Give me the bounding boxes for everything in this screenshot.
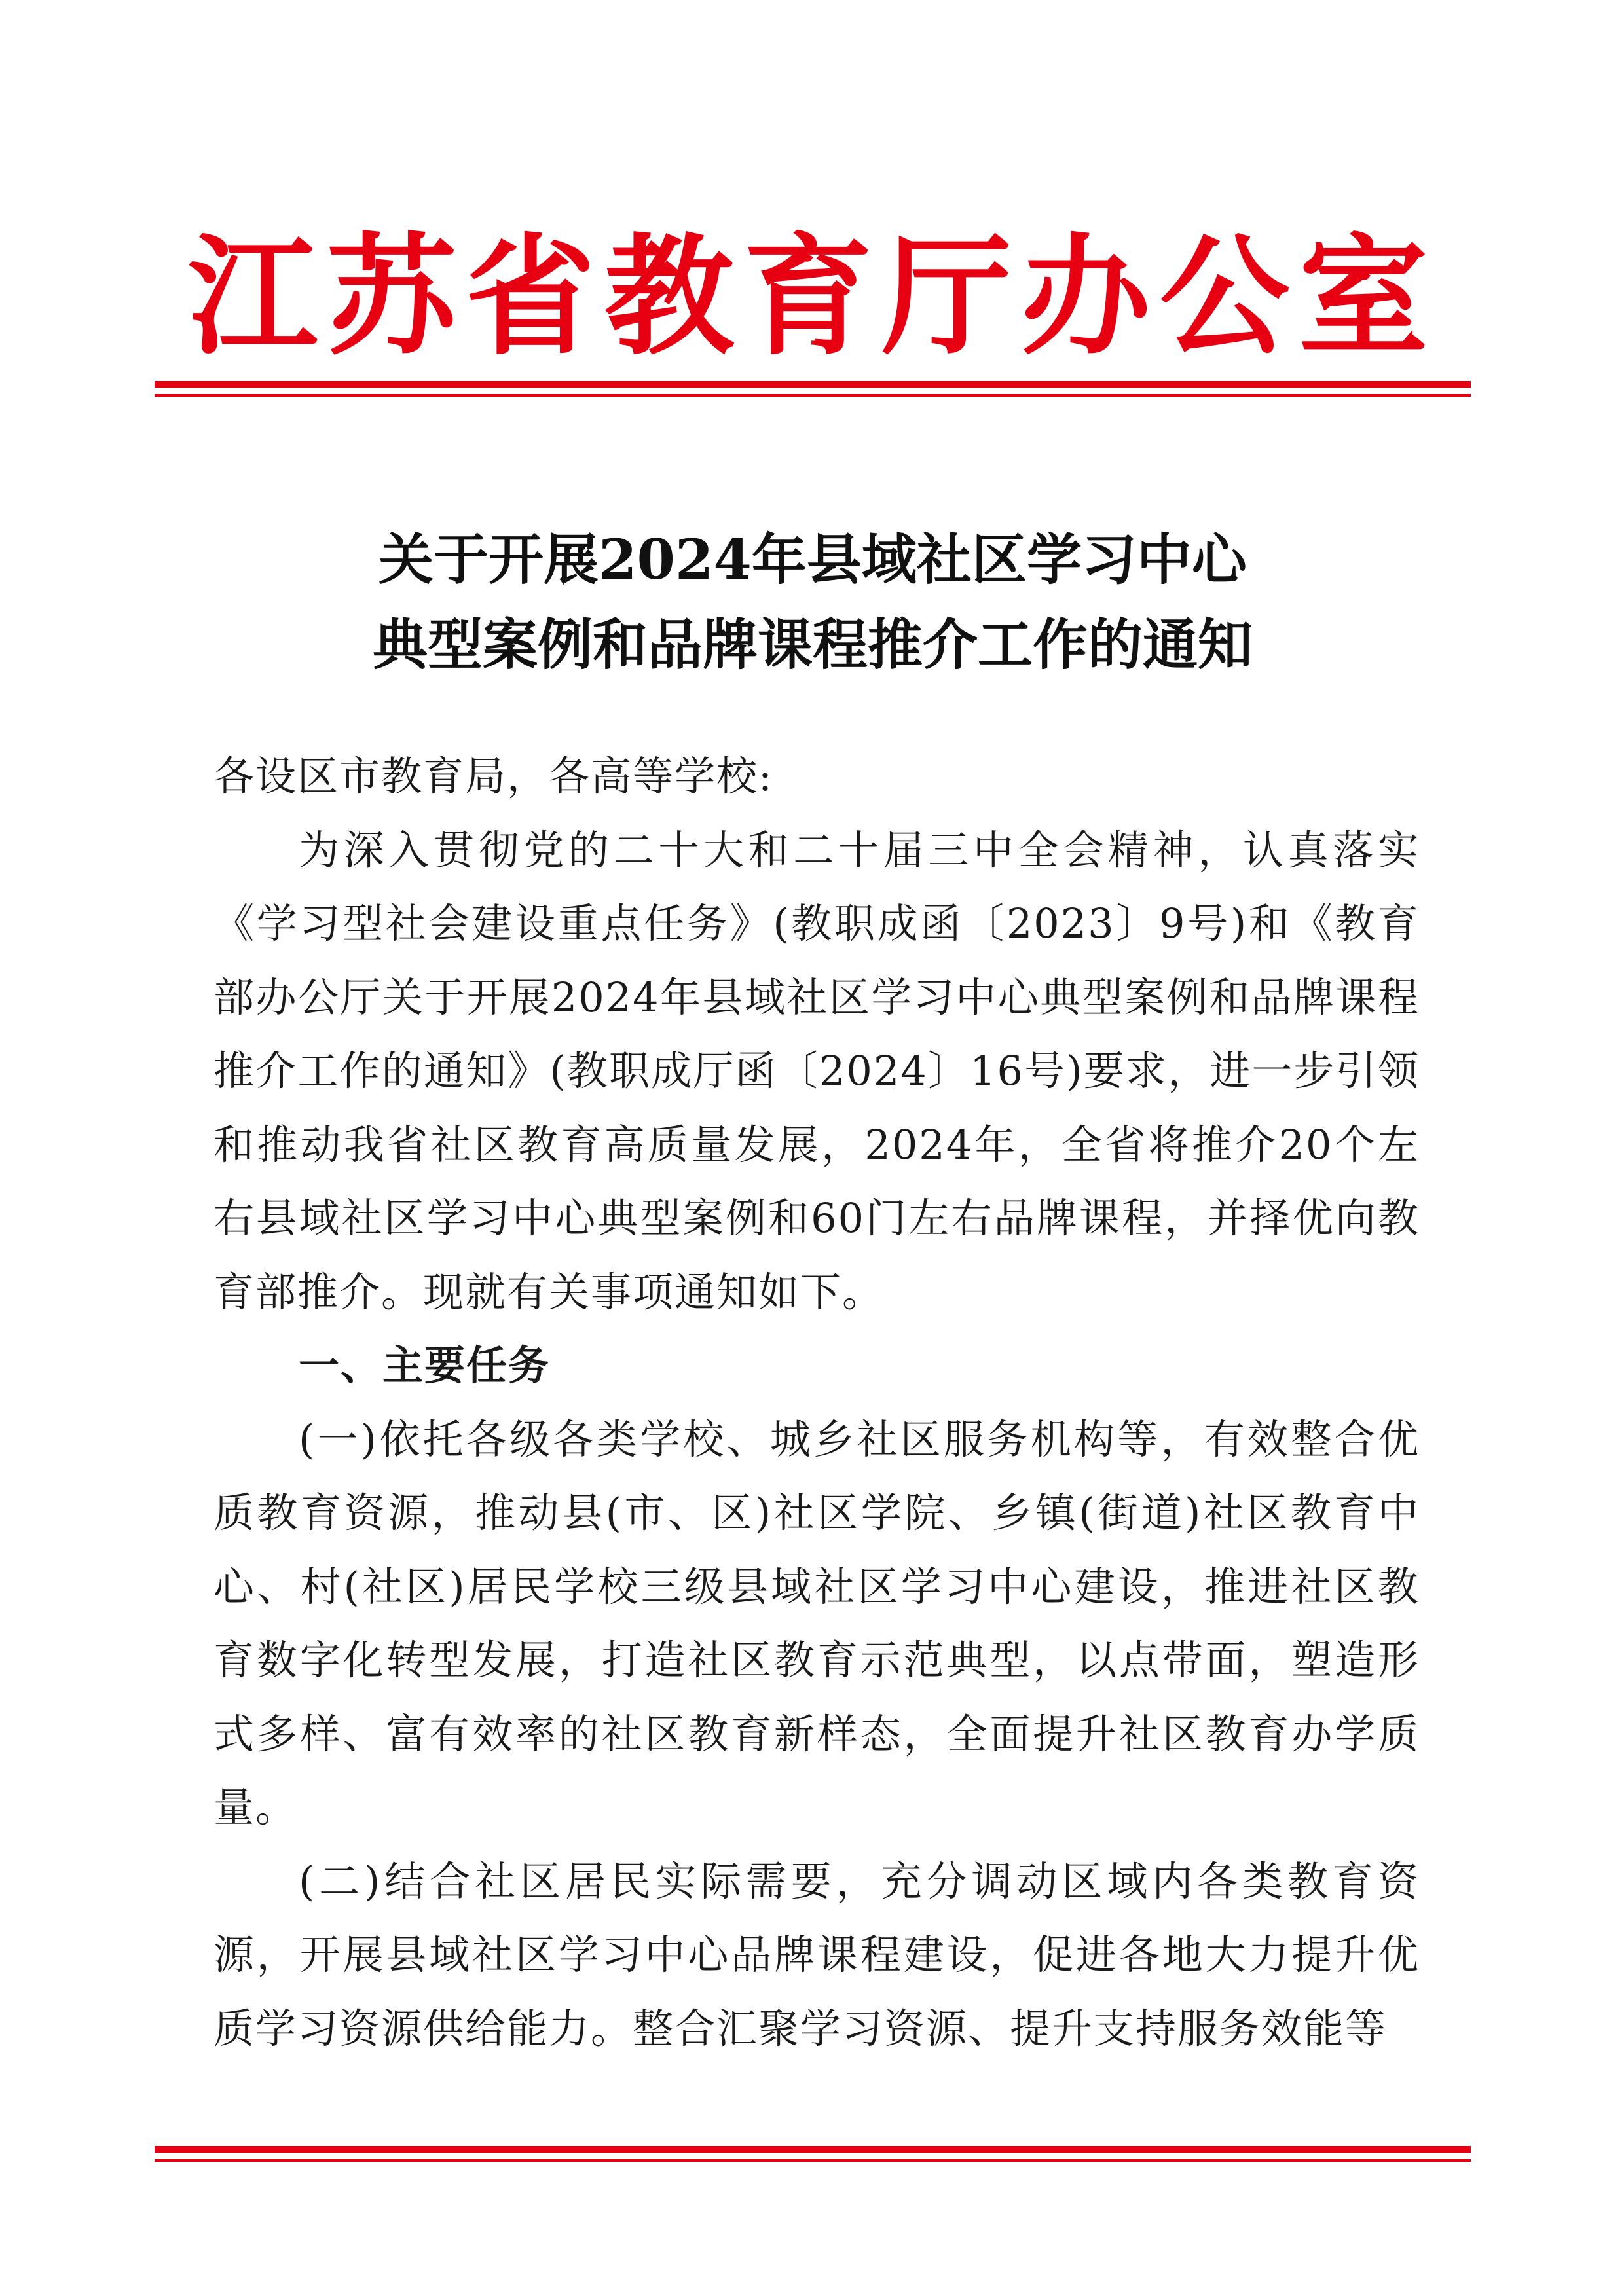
salutation: 各设区市教育局，各高等学校: — [213, 752, 773, 800]
task-item-1: (一)依托各级各类学校、城乡社区服务机构等，有效整合优质教育资源，推动县(市、区)社区学院、乡镇(街道)社区教育中心、村(社区)居民学校三级县域社区学习中心建设，推进社区教育数字化转型发展，打造社区教育示范典型，以点带面，塑造形式多样、富有效率的社区教育新样态，全面提升社区教育办学质量。 — [213, 1415, 1420, 1831]
masthead-divider-thick — [155, 381, 1471, 388]
document-body — [213, 740, 1420, 2066]
footer-divider-thin — [155, 2159, 1471, 2162]
intro-paragraph: 为深入贯彻党的二十大和二十届三中全会精神，认真落实《学习型社会建设重点任务》(教职成函〔2023〕9号)和《教育部办公厅关于开展2024年县域社区学习中心典型案例和品牌课程推介工作的通知》(教职成厅函〔2024〕16号)要求，进一步引领和推动我省社区教育高质量发展，2024年，全省将推介20个左右县域社区学习中心典型案例和60门左右品牌课程，并择优向教育部推介。现就有关事项通知如下。 — [213, 826, 1420, 1316]
document-title — [155, 517, 1471, 687]
document-title-line1: 关于开展2024年县域社区学习中心 — [378, 527, 1247, 592]
document-title-line2: 典型案例和品牌课程推介工作的通知 — [372, 612, 1253, 677]
section-heading-main-tasks: 一、主要任务 — [299, 1341, 551, 1389]
masthead-title: 江苏省教育厅办公室 — [188, 220, 1437, 373]
footer-divider-thick — [155, 2146, 1471, 2153]
masthead-divider-thin — [155, 394, 1471, 397]
task-item-2: (二)结合社区居民实际需要，充分调动区域内各类教育资源，开展县域社区学习中心品牌课程建设，促进各地大力提升优质学习资源供给能力。整合汇聚学习资源、提升支持服务效能等 — [213, 1857, 1420, 2052]
